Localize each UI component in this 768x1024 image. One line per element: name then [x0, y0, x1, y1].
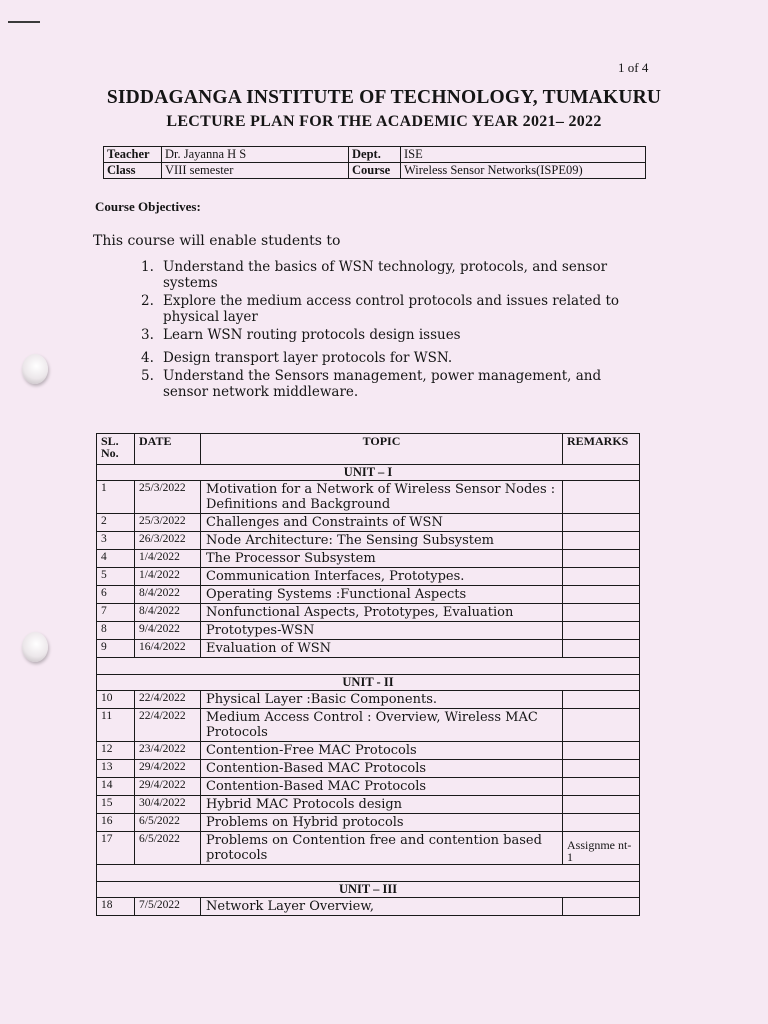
row-sl: 13 [97, 760, 135, 778]
row-sl: 8 [97, 622, 135, 640]
row-sl: 7 [97, 604, 135, 622]
dept-value: ISE [401, 147, 646, 163]
row-remarks [563, 796, 640, 814]
objective-item [141, 369, 641, 400]
row-date: 29/4/2022 [135, 760, 201, 778]
header-remarks: REMARKS [563, 434, 640, 465]
row-topic: Node Architecture: The Sensing Subsystem [201, 532, 563, 550]
row-remarks [563, 568, 640, 586]
class-value: VIII semester [162, 163, 349, 179]
punch-hole-top [22, 354, 48, 384]
objective-number: 5. [141, 368, 154, 384]
row-date: 30/4/2022 [135, 796, 201, 814]
objective-item [141, 328, 641, 344]
row-date: 22/4/2022 [135, 709, 201, 742]
blank-row [97, 658, 640, 675]
row-topic: Communication Interfaces, Prototypes. [201, 568, 563, 586]
blank-cell [97, 658, 640, 675]
row-date: 26/3/2022 [135, 532, 201, 550]
objective-item [141, 294, 641, 325]
scan-mark [8, 21, 40, 23]
table-row [97, 640, 640, 658]
row-date: 8/4/2022 [135, 586, 201, 604]
objective-text: Design transport layer protocols for WSN. [163, 349, 453, 366]
objective-number: 3. [141, 327, 154, 343]
row-remarks [563, 622, 640, 640]
row-remarks [563, 778, 640, 796]
row-topic: Prototypes-WSN [201, 622, 563, 640]
objective-number: 2. [141, 293, 154, 309]
unit-row [97, 465, 640, 481]
punch-hole-bottom [22, 632, 48, 662]
row-topic: Contention-Based MAC Protocols [201, 778, 563, 796]
row-sl: 17 [97, 832, 135, 865]
info-row [104, 163, 646, 179]
course-label: Course [349, 163, 401, 179]
row-date: 1/4/2022 [135, 550, 201, 568]
unit-heading: UNIT – I [97, 465, 640, 481]
table-row [97, 481, 640, 514]
row-remarks [563, 742, 640, 760]
row-topic: Network Layer Overview, [201, 898, 563, 916]
row-remarks [563, 481, 640, 514]
objective-number: 4. [141, 349, 154, 366]
table-header-row [97, 434, 640, 465]
objective-text: Learn WSN routing protocols design issues [163, 327, 461, 343]
row-remarks [563, 814, 640, 832]
row-date: 25/3/2022 [135, 481, 201, 514]
table-row [97, 760, 640, 778]
row-topic: Challenges and Constraints of WSN [201, 514, 563, 532]
row-date: 6/5/2022 [135, 814, 201, 832]
header-sl: SL. No. [97, 434, 135, 465]
table-row [97, 514, 640, 532]
row-sl: 2 [97, 514, 135, 532]
row-topic: The Processor Subsystem [201, 550, 563, 568]
row-remarks [563, 709, 640, 742]
row-date: 16/4/2022 [135, 640, 201, 658]
objective-item [141, 351, 641, 367]
page-number: 1 of 4 [618, 60, 649, 75]
table-row [97, 691, 640, 709]
table-row [97, 550, 640, 568]
teacher-label: Teacher [104, 147, 162, 163]
row-sl: 4 [97, 550, 135, 568]
row-sl: 5 [97, 568, 135, 586]
table-row [97, 568, 640, 586]
row-topic: Nonfunctional Aspects, Prototypes, Evaluation [201, 604, 563, 622]
plan-title: LECTURE PLAN FOR THE ACADEMIC YEAR 2021– 2022 [166, 113, 602, 130]
row-remarks [563, 898, 640, 916]
blank-row [97, 865, 640, 882]
row-date: 7/5/2022 [135, 898, 201, 916]
table-row [97, 898, 640, 916]
unit-heading: UNIT – III [97, 882, 640, 898]
row-remarks [563, 532, 640, 550]
row-sl: 6 [97, 586, 135, 604]
table-row [97, 778, 640, 796]
row-sl: 1 [97, 481, 135, 514]
row-remarks [563, 514, 640, 532]
table-row [97, 532, 640, 550]
row-topic: Evaluation of WSN [201, 640, 563, 658]
row-date: 8/4/2022 [135, 604, 201, 622]
row-remarks [563, 550, 640, 568]
row-topic: Contention-Free MAC Protocols [201, 742, 563, 760]
row-remarks: Assignme nt-1 [563, 832, 640, 865]
row-sl: 12 [97, 742, 135, 760]
table-row [97, 742, 640, 760]
info-row [104, 147, 646, 163]
row-date: 23/4/2022 [135, 742, 201, 760]
row-topic: Contention-Based MAC Protocols [201, 760, 563, 778]
row-sl: 18 [97, 898, 135, 916]
blank-cell [97, 865, 640, 882]
row-topic: Problems on Hybrid protocols [201, 814, 563, 832]
course-info-table [103, 146, 646, 179]
row-topic: Medium Access Control : Overview, Wireless MAC Protocols [201, 709, 563, 742]
teacher-value: Dr. Jayanna H S [162, 147, 349, 163]
class-label: Class [104, 163, 162, 179]
unit-row [97, 675, 640, 691]
row-remarks [563, 760, 640, 778]
row-topic: Hybrid MAC Protocols design [201, 796, 563, 814]
row-remarks [563, 604, 640, 622]
row-date: 1/4/2022 [135, 568, 201, 586]
dept-label: Dept. [349, 147, 401, 163]
row-date: 6/5/2022 [135, 832, 201, 865]
objective-text: Explore the medium access control protocols and issues related to physical layer [163, 293, 619, 325]
institute-name: SIDDAGANGA INSTITUTE OF TECHNOLOGY, TUMAKURU [106, 87, 662, 108]
row-remarks [563, 691, 640, 709]
table-row [97, 604, 640, 622]
row-date: 22/4/2022 [135, 691, 201, 709]
row-topic: Problems on Contention free and contention based protocols [201, 832, 563, 865]
row-remarks [563, 586, 640, 604]
header-date: DATE [135, 434, 201, 465]
objectives-heading: Course Objectives: [95, 199, 201, 214]
row-sl: 9 [97, 640, 135, 658]
objective-number: 1. [141, 259, 154, 275]
objective-item [141, 260, 641, 291]
row-remarks [563, 640, 640, 658]
row-sl: 15 [97, 796, 135, 814]
table-row [97, 709, 640, 742]
row-date: 29/4/2022 [135, 778, 201, 796]
row-date: 25/3/2022 [135, 514, 201, 532]
unit-heading: UNIT - II [97, 675, 640, 691]
objective-text: Understand the Sensors management, power management, and sensor network middleware. [163, 368, 602, 400]
objectives-list [141, 260, 641, 403]
row-sl: 3 [97, 532, 135, 550]
row-sl: 10 [97, 691, 135, 709]
objective-text: Understand the basics of WSN technology, protocols, and sensor systems [163, 259, 608, 291]
unit-row [97, 882, 640, 898]
table-row [97, 832, 640, 865]
row-sl: 16 [97, 814, 135, 832]
table-row [97, 622, 640, 640]
row-sl: 14 [97, 778, 135, 796]
row-sl: 11 [97, 709, 135, 742]
row-topic: Operating Systems :Functional Aspects [201, 586, 563, 604]
header-topic: TOPIC [201, 434, 563, 465]
row-date: 9/4/2022 [135, 622, 201, 640]
table-row [97, 814, 640, 832]
course-value: Wireless Sensor Networks(ISPE09) [401, 163, 646, 179]
table-row [97, 586, 640, 604]
row-topic: Physical Layer :Basic Components. [201, 691, 563, 709]
table-row [97, 796, 640, 814]
row-topic: Motivation for a Network of Wireless Sensor Nodes : Definitions and Background [201, 481, 563, 514]
objectives-intro: This course will enable students to [93, 233, 341, 249]
lecture-plan-table [96, 433, 640, 916]
